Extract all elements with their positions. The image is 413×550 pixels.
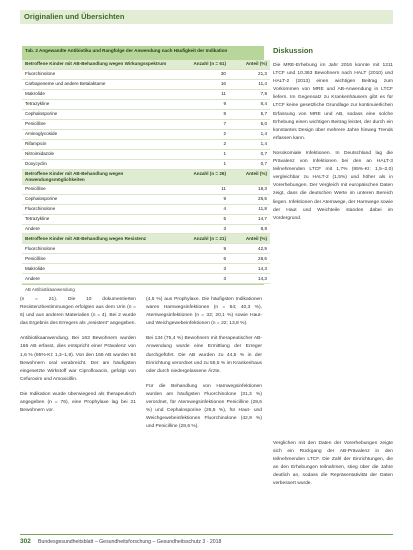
body-column-mid [146,296,262,438]
table-body [22,60,270,284]
table-cell: 2 [178,139,229,149]
table-cell: 7,8 [229,89,270,99]
body-column-left [20,296,136,422]
table-cell: 26,5 [229,194,270,204]
table-cell: Fluorchinolone [22,204,178,214]
table-cell: Andere [22,224,178,234]
table-head-cell: Anteil (%) [229,60,270,69]
antibiotics-table [22,46,267,294]
table-cell: 18,3 [229,184,270,194]
table-head-cell: Anteil (%) [229,169,270,184]
table-cell: 2 [178,129,229,139]
table-cell: 5,0 [229,119,270,129]
table-cell: Penicilline [22,254,178,264]
table-cell: 1,4 [229,139,270,149]
table-cell: Aminoglycoside [22,129,178,139]
table-cell: Nitroimidazole [22,149,178,159]
table-cell: 3 [178,274,229,284]
table-row [22,129,270,139]
table-head-cell: Anzahl (n = 21) [178,234,229,244]
table-cell: 30 [178,69,229,79]
table-cell: 11,8 [229,204,270,214]
table-head-cell: Anteil (%) [229,234,270,244]
table-cell: 14,7 [229,214,270,224]
table-row [22,69,270,79]
table-cell: 9 [178,244,229,254]
table-row [22,274,270,284]
table-cell: 21,3 [229,69,270,79]
section-tag: Originalien und Übersichten [20,10,393,24]
table-cell: 5,7 [229,109,270,119]
table-cell: 9 [178,194,229,204]
table-cell: Cephalosporine [22,194,178,204]
table-footnote: AB Antibiotikaanwendung [22,284,264,294]
table-block-heading [22,234,270,244]
table-cell: Andere [22,274,178,284]
table-cell: 11 [178,89,229,99]
footer-rule [20,534,393,535]
table-cell: Rifampicin [22,139,178,149]
table-cell: Makrolide [22,264,178,274]
table-row [22,79,270,89]
discussion-heading: Diskussion [273,46,314,55]
table-row [22,89,270,99]
body-left-paragraph-2: Antibiotikaanwendung. Bei 163 Bewohnern wurden 166 AB erfasst, dies entspricht einer Prävalenz von 1,6 % (95%-KI: 1,3–1,9). Von den 166 AB wurden 94 Bewohnern oral verabreicht. Der am häufigsten eingesetzte Wirkstoff war Ciprofloxacin, gefolgt von Cefuroxim und Amoxicillin. [20,336,136,382]
table-row [22,254,270,264]
table-head-cell: Anzahl (n = 61) [178,60,229,69]
table-row [22,139,270,149]
table-row [22,194,270,204]
table-block-heading [22,60,270,69]
table-row [22,149,270,159]
table-cell: 0,7 [229,159,270,169]
table-cell: Doxycyclin [22,159,178,169]
table-head-cell: Betroffene Kinder mit AB-Behandlung wegen Resistenz [22,234,178,244]
table-row [22,184,270,194]
table-cell: 6 [178,254,229,264]
table-cell: 1,4 [229,129,270,139]
table-row [22,244,270,254]
table-cell: Carbapeneme und andere Betalaktame [22,79,178,89]
table-cell: Fluorchinolone [22,244,178,254]
table-cell: Tetrazykline [22,214,178,224]
body-mid-paragraph-2: Bei 134 (75,4 %) Bewohnern mit therapeutischer AB-Anwendung wurde eine Ermittlung der Erreger durchgeführt. Die AB wurden zu 44,5 % in der Einrichtung verordnet und zu 55,5 % im Krankenhaus oder durch niedergelassene Ärzte. [146,336,262,374]
table-head-cell: Anzahl (n = 26) [178,169,229,184]
journal-citation: Bundesgesundheitsblatt – Gesundheitsforschung – Gesundheitsschutz 3 · 2018 [38,539,222,545]
table-caption: Tab. 2 Angewandte Antibiotika und Rangfolge der Anwendung nach Häufigkeit der Indikation [22,46,264,60]
body-mid-paragraph-3: Für die Behandlung von Harnwegsinfektionen wurden am häufigsten Fluorchinolone (31,3 %) verordnet, für Atemwegsinfektionen Penicilline (28,6 %) und Cephalosporine (26,5 %), für Haut- und Weichgewebeinfektionen Fluorchinolone (42,9 %) und Penicilline (28,6 %). [146,383,262,430]
body-left-paragraph-1: (n = 21). Die 10 dokumentierten Resistenzbestimmungen erfolgten aus dem Urin (n = 6) und aus anderen Materialien (n = 4). Bei 2 wurde das Ergebnis des Erregers als „resistent“ angegeben. [20,297,136,327]
table-head-cell: Betroffene Kinder mit AB-Behandlung wegen Anwendungsmöglichkeiten [22,169,178,184]
page-number: 302 [20,538,31,545]
table-cell: 8 [178,109,229,119]
table-row [22,99,270,109]
table-cell: 14,3 [229,264,270,274]
table-cell: 42,9 [229,244,270,254]
table-cell: Cephalosporine [22,109,178,119]
table-row [22,159,270,169]
table-cell: 11 [178,184,229,194]
table-cell: 14,3 [229,274,270,284]
table-cell: 1 [178,149,229,159]
table-head-cell: Betroffene Kinder mit AB-Behandlung wegen Wirkungsspektrum [22,60,178,69]
table-cell: 3 [178,224,229,234]
table-row [22,214,270,224]
table-row [22,264,270,274]
table-cell: 4 [178,204,229,214]
table-cell: 16 [178,79,229,89]
table-cell: Penicilline [22,184,178,194]
discussion-paragraph-1: Die MRE-Erhebung im Jahr 2016 konnte mit 1211 LTCF und 10.363 Bewohnern nach HALT (2010) und HALT-2 (2013) einen wichtigen Beitrag zum Vorkommen von MRE und AB-Anwendung in LTCF liefern. Im Gegensatz zu Krankenhäusern gibt es für LTCF keine gesetzliche Grundlage zur kontinuierlichen Erfassung von MRE und AB, sodass eine solche Erhebung einen wichtigen Beitrag leistet, der durch ein konstantes Design über mehrere Jahre hinweg Trends erfassen kann. [273,63,393,141]
table-cell: 28,6 [229,254,270,264]
table-cell: Makrolide [22,89,178,99]
table-cell: 3 [178,264,229,274]
table-row [22,119,270,129]
table-cell: 1 [178,159,229,169]
table-block-heading [22,169,270,184]
table-cell: 7 [178,119,229,129]
discussion-paragraph-2: Nosokomiale Infektionen. In Deutschland lag die Prävalenz von Infektionen bei den an HALT-3 teilnehmenden LTCF mit 1,7% (95%-KI: 1,5–2,0) vergleichbar zu HALT-2 (1,5%) und höher als in Vorerhebungen. Der Vergleich mit europäischen Daten zeigt, dass die deutschen Werte im unteren Bereich liegen. Infektionen der Atemwege, der Harnwege sowie der Haut und Weichteile standen dabei im Vordergrund. [273,150,393,221]
body-column-right [273,440,393,496]
discussion-column [273,46,393,230]
table-cell: 6,4 [229,99,270,109]
table-cell: 5 [178,214,229,224]
table-cell: 8,8 [229,224,270,234]
table-cell: 9 [178,99,229,109]
table-cell: 0,7 [229,149,270,159]
body-left-paragraph-3: Die Indikation wurde überwiegend als therapeutisch angegeben (n = 76), eine Prophylaxe lag bei 21 Bewohnern vor. [20,391,136,414]
table-row [22,109,270,119]
table-row [22,224,270,234]
body-mid-paragraph-1: (4,5 %) aus Prophylaxe. Die häufigsten Indikationen waren Harnwegsinfektionen (n = 64; 40,3 %), Atemwegsinfektionen (n = 32; 20,1 %) sowie Haut- und Weichgewebeinfektionen (n = 22; 13,8 %). [146,297,262,327]
table-cell: Penicilline [22,119,178,129]
table-cell: Fluorchinolone [22,69,178,79]
table-row [22,204,270,214]
body-right-paragraph-1: Verglichen mit den Daten der Vorerhebungen zeigte sich ein Rückgang der AB-Prävalenz in den teilnehmenden LTCF. Die Zahl der Einrichtungen, die an den Erhebungen teilnahmen, stieg über die Jahre deutlich an, sodass die Repräsentativität der Daten verbessert wurde. [273,441,393,487]
table-cell: Tetrazykline [22,99,178,109]
table-cell: 11,4 [229,79,270,89]
